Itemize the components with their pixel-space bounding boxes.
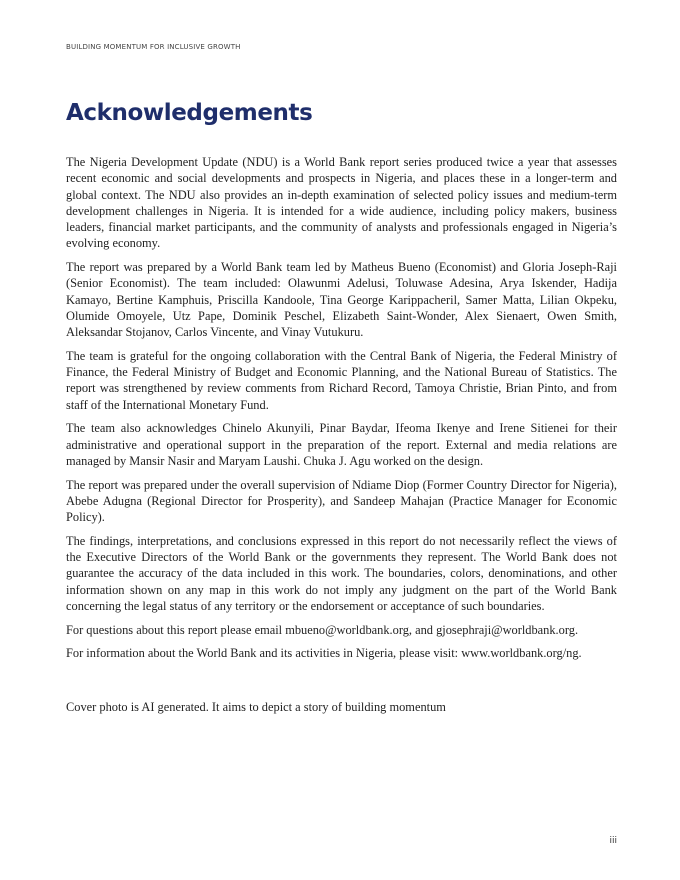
- page-number: iii: [609, 836, 617, 846]
- paragraph-support: The team also acknowledges Chinelo Akunyili, Pinar Baydar, Ifeoma Ikenye and Irene Sitienei for their administrative and operational support in the preparation of the report. External and media relations are managed by Mansir Nasir and Maryam Laushi. Chuka J. Agu worked on the design.: [66, 421, 617, 468]
- paragraph-collaboration: The team is grateful for the ongoing collaboration with the Central Bank of Nigeria, the Federal Ministry of Finance, the Federal Ministry of Budget and Economic Planning, and the National Bureau of Statistics. The report was strengthened by review comments from Richard Record, Tamoya Christie, Brian Pinto, and from staff of the International Monetary Fund.: [66, 348, 617, 412]
- paragraph-website: For information about the World Bank and its activities in Nigeria, please visit: www.worldbank.org/ng.: [66, 646, 582, 661]
- paragraph-contact-email: For questions about this report please email mbueno@worldbank.org, and gjosephraji@worldbank.org.: [66, 622, 579, 637]
- acknowledgements-body: [66, 154, 617, 669]
- paragraph-disclaimer: The findings, interpretations, and conclusions expressed in this report do not necessarily reflect the views of the Executive Directors of the World Bank or the governments they represent. The World Bank does not guarantee the accuracy of the data included in this work. The boundaries, colors, denominations, and other information shown on any map in this work do not imply any judgment on the part of the World Bank concerning the legal status of any territory or the endorsement or acceptance of such boundaries.: [66, 533, 617, 613]
- paragraph-supervision: The report was prepared under the overall supervision of Ndiame Diop (Former Country Director for Nigeria), Abebe Adugna (Regional Director for Prosperity), and Sandeep Mahajan (Practice Manager for Economic Policy).: [66, 477, 617, 525]
- page-title: Acknowledgements: [66, 100, 313, 126]
- paragraph-team: The report was prepared by a World Bank team led by Matheus Bueno (Economist) and Gloria Joseph-Raji (Senior Economist). The team included: Olawunmi Adelusi, Toluwase Adesina, Arya Iskender, Hadija Kamayo, Bertine Kamphuis, Priscilla Kandoole, Tina George Karippacheril, Samer Matta, Lilian Okpeku, Olumide Omoyele, Utz Pape, Dominik Peschel, Elizabeth Saint-Wonder, Alex Sienaert, Owen Smith, Aleksandar Stojanov, Carlos Vincente, and Vinay Vutukuru.: [66, 260, 617, 340]
- paragraph-ndu-overview: The Nigeria Development Update (NDU) is a World Bank report series produced twice a year that assesses recent economic and social developments and prospects in Nigeria, and places these in a longer-term and global context. The NDU also provides an in-depth examination of selected policy issues and medium-term development challenges in Nigeria. It is intended for a wide audience, including policy makers, business leaders, financial market participants, and the community of analysts and professionals engaged in Nigeria’s evolving economy.: [66, 155, 617, 251]
- cover-photo-note: Cover photo is AI generated. It aims to depict a story of building momentum: [66, 700, 446, 714]
- running-header: BUILDING MOMENTUM FOR INCLUSIVE GROWTH: [66, 43, 241, 51]
